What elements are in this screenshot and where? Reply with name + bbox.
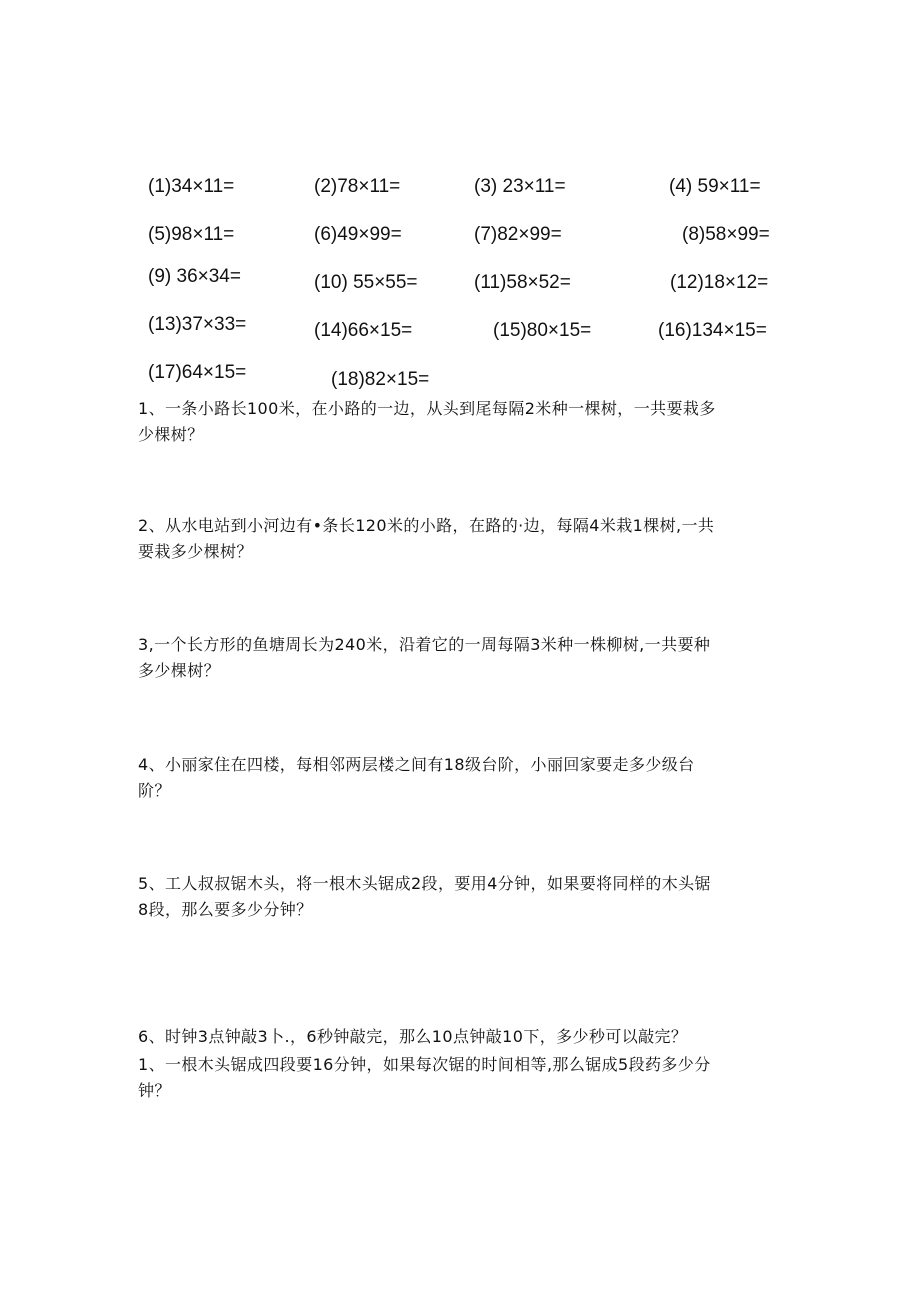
- calc-exercise-13: (13)37×33=: [148, 314, 247, 335]
- word-problem-2-line2: 要栽多少棵树？: [138, 542, 253, 561]
- calc-exercise-17: (17)64×15=: [148, 362, 247, 383]
- calc-exercise-10: (10) 55×55=: [314, 272, 418, 293]
- word-problem-1-line1: 1、一条小路长100米，在小路的一边，从头到尾每隔2米种一棵树，一共要栽多: [138, 399, 716, 418]
- calc-exercise-15: (15)80×15=: [493, 320, 592, 341]
- word-problem-6: [138, 1024, 783, 1050]
- word-problem-2: [138, 513, 783, 565]
- calc-exercise-7: (7)82×99=: [474, 224, 562, 245]
- calc-exercise-6: (6)49×99=: [314, 224, 402, 245]
- word-problem-1-line2: 少棵树？: [138, 425, 204, 444]
- calc-exercise-11: (11)58×52=: [474, 272, 571, 293]
- calc-exercise-12: (12)18×12=: [670, 272, 769, 293]
- word-problem-7-line1: 1、一根木头锯成四段要16分钟，如果每次锯的时间相等,那么锯成5段药多少分: [138, 1055, 711, 1074]
- word-problem-1: [138, 396, 783, 448]
- calc-exercise-5: (5)98×11=: [148, 224, 235, 245]
- word-problem-3-line1: 3,一个长方形的鱼塘周长为240米，沿着它的一周每隔3米种一株柳树,一共要种: [138, 635, 711, 654]
- word-problem-3: [138, 632, 783, 684]
- word-problem-4-line2: 阶？: [138, 781, 171, 800]
- word-problem-5-line2: 8段，那么要多少分钟？: [138, 900, 313, 919]
- word-problem-3-line2: 多少棵树？: [138, 661, 221, 680]
- calc-exercise-16: (16)134×15=: [658, 320, 767, 341]
- calc-exercise-3: (3) 23×11=: [474, 176, 566, 197]
- word-problem-5-line1: 5、工人叔叔锯木头，将一根木头锯成2段，要用4分钟，如果要将同样的木头锯: [138, 874, 711, 893]
- word-problem-5: [138, 871, 783, 923]
- word-problem-2-line1: 2、从水电站到小河边有•条长120米的小路，在路的·边，每隔4米栽1棵树,一共: [138, 516, 715, 535]
- calc-exercise-18: (18)82×15=: [331, 369, 430, 390]
- calc-exercise-9: (9) 36×34=: [148, 266, 241, 287]
- word-problem-7: [138, 1052, 783, 1104]
- calc-exercise-1: (1)34×11=: [148, 176, 235, 197]
- word-problem-4: [138, 752, 783, 804]
- word-problem-7-line2: 钟？: [138, 1081, 171, 1100]
- word-problem-6-line1: 6、时钟3点钟敲3卜.，6秒钟敲完，那么10点钟敲10下，多少秒可以敲完？: [138, 1027, 688, 1046]
- calc-exercise-4: (4) 59×11=: [669, 176, 761, 197]
- calc-exercise-14: (14)66×15=: [314, 320, 413, 341]
- calc-exercise-2: (2)78×11=: [314, 176, 401, 197]
- word-problem-4-line1: 4、小丽家住在四楼，每相邻两层楼之间有18级台阶，小丽回家要走多少级台: [138, 755, 695, 774]
- calc-exercise-8: (8)58×99=: [682, 224, 770, 245]
